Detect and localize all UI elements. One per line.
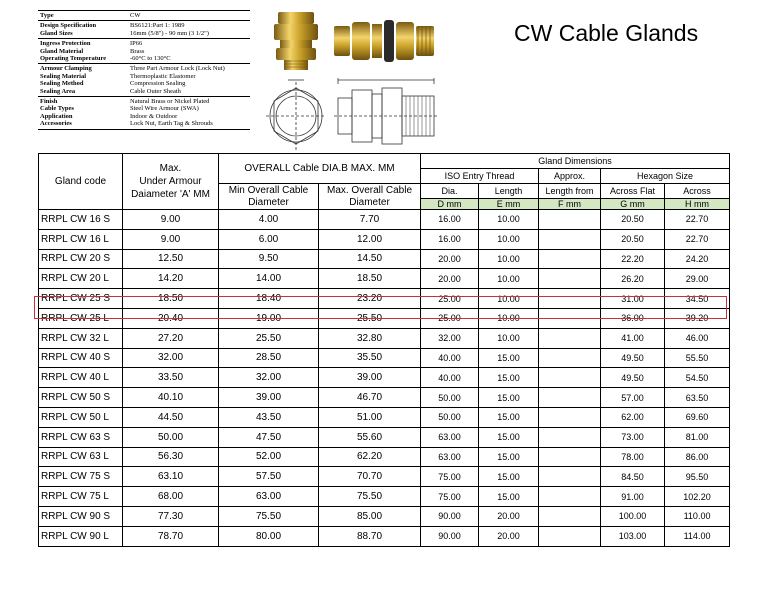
cell-entry-dia: 16.00 — [421, 229, 479, 249]
table-row — [39, 388, 730, 408]
cell-across-flat: 100.00 — [601, 506, 665, 526]
cell-under-armour: 18.50 — [123, 289, 219, 309]
cell-gland-code: RRPL CW 20 L — [39, 269, 123, 289]
cell-gland-code: RRPL CW 50 S — [39, 388, 123, 408]
cell-min-overall: 6.00 — [219, 229, 319, 249]
header-gland-dimensions: Gland Dimensions — [421, 154, 730, 169]
cell-under-armour: 9.00 — [123, 229, 219, 249]
cell-entry-length: 10.00 — [479, 289, 539, 309]
header-across: Across — [665, 184, 730, 199]
cell-across-flat: 41.00 — [601, 328, 665, 348]
cell-gland-code: RRPL CW 63 L — [39, 447, 123, 467]
header-dia: Dia. — [421, 184, 479, 199]
spec-row — [38, 97, 250, 130]
cell-across-flat: 49.50 — [601, 348, 665, 368]
cell-entry-dia: 75.00 — [421, 487, 479, 507]
cell-entry-length: 10.00 — [479, 328, 539, 348]
cell-across-flat: 62.00 — [601, 407, 665, 427]
highlighted-row-box — [34, 296, 727, 319]
cell-length-from — [539, 506, 601, 526]
gland-dimensions-table — [38, 153, 730, 547]
cell-min-overall: 75.50 — [219, 506, 319, 526]
spec-value: BS6121:Part 1: 1989 16mm (5/8") - 90 mm (3 1/2") — [128, 21, 250, 39]
cell-length-from — [539, 249, 601, 269]
cell-under-armour: 56.30 — [123, 447, 219, 467]
cell-max-overall: 75.50 — [319, 487, 421, 507]
cell-min-overall: 39.00 — [219, 388, 319, 408]
cell-entry-length: 15.00 — [479, 368, 539, 388]
cell-across-corner: 95.50 — [665, 467, 730, 487]
cell-entry-length: 10.00 — [479, 269, 539, 289]
table-row — [39, 368, 730, 388]
cell-across-corner: 24.20 — [665, 249, 730, 269]
cell-across-corner: 102.20 — [665, 487, 730, 507]
cell-length-from — [539, 328, 601, 348]
table-row — [39, 269, 730, 289]
header-length-from: Length from — [539, 184, 601, 199]
cell-gland-code: RRPL CW 16 L — [39, 229, 123, 249]
cell-gland-code: RRPL CW 16 S — [39, 210, 123, 230]
cell-min-overall: 18.40 — [219, 289, 319, 309]
cell-entry-length: 20.00 — [479, 506, 539, 526]
table-row — [39, 328, 730, 348]
unit-f: F mm — [539, 199, 601, 210]
unit-d: D mm — [421, 199, 479, 210]
cell-min-overall: 63.00 — [219, 487, 319, 507]
technical-drawing — [266, 76, 440, 150]
cell-gland-code: RRPL CW 90 S — [39, 506, 123, 526]
cell-length-from — [539, 229, 601, 249]
cell-across-flat: 57.00 — [601, 388, 665, 408]
cell-max-overall: 25.50 — [319, 308, 421, 328]
cell-max-overall: 70.70 — [319, 467, 421, 487]
cell-across-flat: 103.00 — [601, 526, 665, 546]
cell-entry-dia: 63.00 — [421, 447, 479, 467]
table-row — [39, 249, 730, 269]
cell-under-armour: 44.50 — [123, 407, 219, 427]
cell-entry-dia: 20.00 — [421, 269, 479, 289]
cell-entry-dia: 75.00 — [421, 467, 479, 487]
cell-entry-dia: 40.00 — [421, 348, 479, 368]
spec-value: Three Part Armour Lock (Lock Nut) Thermoplastic Elastomer Compression Sealing Cable Outer Sheath — [128, 64, 250, 97]
page-title: CW Cable Glands — [514, 20, 699, 46]
table-row — [39, 210, 730, 230]
cell-max-overall: 32.80 — [319, 328, 421, 348]
cell-under-armour: 9.00 — [123, 210, 219, 230]
cell-across-corner: 22.70 — [665, 210, 730, 230]
unit-h: H mm — [665, 199, 730, 210]
cell-across-flat: 31.00 — [601, 289, 665, 309]
cell-under-armour: 78.70 — [123, 526, 219, 546]
cell-entry-length: 15.00 — [479, 467, 539, 487]
cell-length-from — [539, 210, 601, 230]
cell-max-overall: 62.20 — [319, 447, 421, 467]
cell-min-overall: 19.00 — [219, 308, 319, 328]
cell-max-overall: 35.50 — [319, 348, 421, 368]
spec-key: Design Specification Gland Sizes — [38, 21, 128, 39]
cell-across-corner: 81.00 — [665, 427, 730, 447]
cell-under-armour: 50.00 — [123, 427, 219, 447]
cell-min-overall: 9.50 — [219, 249, 319, 269]
table-row — [39, 348, 730, 368]
cell-entry-length: 10.00 — [479, 229, 539, 249]
cell-length-from — [539, 526, 601, 546]
spec-value: CW — [128, 11, 250, 21]
cell-across-flat: 49.50 — [601, 368, 665, 388]
cell-min-overall: 14.00 — [219, 269, 319, 289]
cell-min-overall: 28.50 — [219, 348, 319, 368]
cell-max-overall: 14.50 — [319, 249, 421, 269]
cell-length-from — [539, 269, 601, 289]
cell-max-overall: 39.00 — [319, 368, 421, 388]
header-overall-cable: OVERALL Cable DIA.B MAX. MM — [219, 154, 421, 184]
cell-min-overall: 47.50 — [219, 427, 319, 447]
spec-row — [38, 39, 250, 64]
cell-entry-length: 15.00 — [479, 388, 539, 408]
table-row — [39, 526, 730, 546]
cell-max-overall: 51.00 — [319, 407, 421, 427]
cell-gland-code: RRPL CW 20 S — [39, 249, 123, 269]
cell-across-corner: 114.00 — [665, 526, 730, 546]
cell-entry-length: 20.00 — [479, 526, 539, 546]
cell-max-overall: 55.60 — [319, 427, 421, 447]
spec-row — [38, 21, 250, 39]
cell-gland-code: RRPL CW 40 L — [39, 368, 123, 388]
cell-entry-dia: 90.00 — [421, 506, 479, 526]
header-approx: Approx. — [539, 169, 601, 184]
cell-entry-dia: 40.00 — [421, 368, 479, 388]
cell-entry-dia: 20.00 — [421, 249, 479, 269]
cell-across-corner: 110.00 — [665, 506, 730, 526]
cell-length-from — [539, 447, 601, 467]
cell-gland-code: RRPL CW 75 S — [39, 467, 123, 487]
cell-under-armour: 27.20 — [123, 328, 219, 348]
header-across-flat: Across Flat — [601, 184, 665, 199]
table-row — [39, 487, 730, 507]
cell-gland-code: RRPL CW 32 L — [39, 328, 123, 348]
header-iso-entry: ISO Entry Thread — [421, 169, 539, 184]
cell-across-flat: 73.00 — [601, 427, 665, 447]
cell-across-corner: 55.50 — [665, 348, 730, 368]
cell-entry-dia: 90.00 — [421, 526, 479, 546]
cell-gland-code: RRPL CW 40 S — [39, 348, 123, 368]
cell-under-armour: 40.10 — [123, 388, 219, 408]
cell-max-overall: 85.00 — [319, 506, 421, 526]
cell-length-from — [539, 467, 601, 487]
cell-under-armour: 14.20 — [123, 269, 219, 289]
cell-across-flat: 78.00 — [601, 447, 665, 467]
spec-key: Armour Clamping Sealing Material Sealing Method Sealing Area — [38, 64, 128, 97]
header-hexagon: Hexagon Size — [601, 169, 730, 184]
header-gland-code: Gland code — [39, 154, 123, 210]
cell-length-from — [539, 407, 601, 427]
spec-key: Finish Cable Types Application Accessories — [38, 97, 128, 130]
cell-entry-dia: 50.00 — [421, 388, 479, 408]
cell-entry-dia: 25.00 — [421, 308, 479, 328]
cell-min-overall: 25.50 — [219, 328, 319, 348]
spec-row — [38, 64, 250, 97]
cell-across-corner: 29.00 — [665, 269, 730, 289]
cell-gland-code: RRPL CW 50 L — [39, 407, 123, 427]
table-row — [39, 447, 730, 467]
cell-gland-code: RRPL CW 25 S — [39, 289, 123, 309]
cell-across-corner: 54.50 — [665, 368, 730, 388]
cell-entry-dia: 25.00 — [421, 289, 479, 309]
cell-entry-length: 15.00 — [479, 447, 539, 467]
cell-across-flat: 84.50 — [601, 467, 665, 487]
cell-entry-dia: 16.00 — [421, 210, 479, 230]
cell-across-corner: 63.50 — [665, 388, 730, 408]
table-row — [39, 467, 730, 487]
table-row — [39, 407, 730, 427]
header-max-overall: Max. Overall Cable Diameter — [319, 184, 421, 210]
cell-max-overall: 23.20 — [319, 289, 421, 309]
cell-under-armour: 32.00 — [123, 348, 219, 368]
header-max-under-armour: Max. Under Armour Daiameter 'A' MM — [123, 154, 219, 210]
unit-g: G mm — [601, 199, 665, 210]
cell-length-from — [539, 348, 601, 368]
cell-gland-code: RRPL CW 25 L — [39, 308, 123, 328]
cell-under-armour: 33.50 — [123, 368, 219, 388]
cell-entry-length: 15.00 — [479, 348, 539, 368]
cell-entry-length: 10.00 — [479, 249, 539, 269]
cell-entry-length: 15.00 — [479, 427, 539, 447]
cell-min-overall: 32.00 — [219, 368, 319, 388]
cell-across-flat: 20.50 — [601, 210, 665, 230]
cell-across-corner: 39.20 — [665, 308, 730, 328]
cell-entry-dia: 63.00 — [421, 427, 479, 447]
table-row — [39, 427, 730, 447]
spec-table — [38, 10, 250, 130]
cell-min-overall: 52.00 — [219, 447, 319, 467]
spec-key: Ingress Protection Gland Material Operating Temperature — [38, 39, 128, 64]
cell-across-corner: 69.60 — [665, 407, 730, 427]
header-min-overall: Min Overall Cable Diameter — [219, 184, 319, 210]
spec-key: Type — [38, 11, 128, 21]
cell-under-armour: 12.50 — [123, 249, 219, 269]
cell-entry-dia: 32.00 — [421, 328, 479, 348]
cell-entry-length: 15.00 — [479, 487, 539, 507]
cell-entry-dia: 50.00 — [421, 407, 479, 427]
cell-entry-length: 10.00 — [479, 308, 539, 328]
cell-under-armour: 20.40 — [123, 308, 219, 328]
spec-row — [38, 11, 250, 21]
header-length: Length — [479, 184, 539, 199]
spec-value: IP66 Brass -60°C to 130°C — [128, 39, 250, 64]
cell-across-flat: 91.00 — [601, 487, 665, 507]
cell-max-overall: 46.70 — [319, 388, 421, 408]
gland-photo-single — [264, 10, 328, 72]
cell-under-armour: 77.30 — [123, 506, 219, 526]
cell-across-corner: 34.50 — [665, 289, 730, 309]
gland-photo-exploded — [332, 12, 436, 72]
cell-across-flat: 36.00 — [601, 308, 665, 328]
cell-across-corner: 46.00 — [665, 328, 730, 348]
cell-max-overall: 88.70 — [319, 526, 421, 546]
cell-min-overall: 80.00 — [219, 526, 319, 546]
cell-gland-code: RRPL CW 63 S — [39, 427, 123, 447]
cell-gland-code: RRPL CW 90 L — [39, 526, 123, 546]
cell-gland-code: RRPL CW 75 L — [39, 487, 123, 507]
table-row — [39, 506, 730, 526]
cell-max-overall: 7.70 — [319, 210, 421, 230]
cell-min-overall: 57.50 — [219, 467, 319, 487]
table-row — [39, 229, 730, 249]
cell-across-flat: 22.20 — [601, 249, 665, 269]
cell-across-corner: 86.00 — [665, 447, 730, 467]
cell-across-flat: 20.50 — [601, 229, 665, 249]
cell-min-overall: 43.50 — [219, 407, 319, 427]
cell-across-flat: 26.20 — [601, 269, 665, 289]
cell-under-armour: 68.00 — [123, 487, 219, 507]
cell-entry-length: 15.00 — [479, 407, 539, 427]
cell-max-overall: 12.00 — [319, 229, 421, 249]
cell-length-from — [539, 388, 601, 408]
cell-under-armour: 63.10 — [123, 467, 219, 487]
cell-length-from — [539, 487, 601, 507]
cell-length-from — [539, 427, 601, 447]
cell-length-from — [539, 368, 601, 388]
cell-min-overall: 4.00 — [219, 210, 319, 230]
spec-value: Natural Brass or Nickel Plated Steel Wire Armour (SWA) Indoor & Outdoor Lock Nut, Earth Tag & Shrouds — [128, 97, 250, 130]
cell-max-overall: 18.50 — [319, 269, 421, 289]
cell-entry-length: 10.00 — [479, 210, 539, 230]
cell-across-corner: 22.70 — [665, 229, 730, 249]
unit-e: E mm — [479, 199, 539, 210]
